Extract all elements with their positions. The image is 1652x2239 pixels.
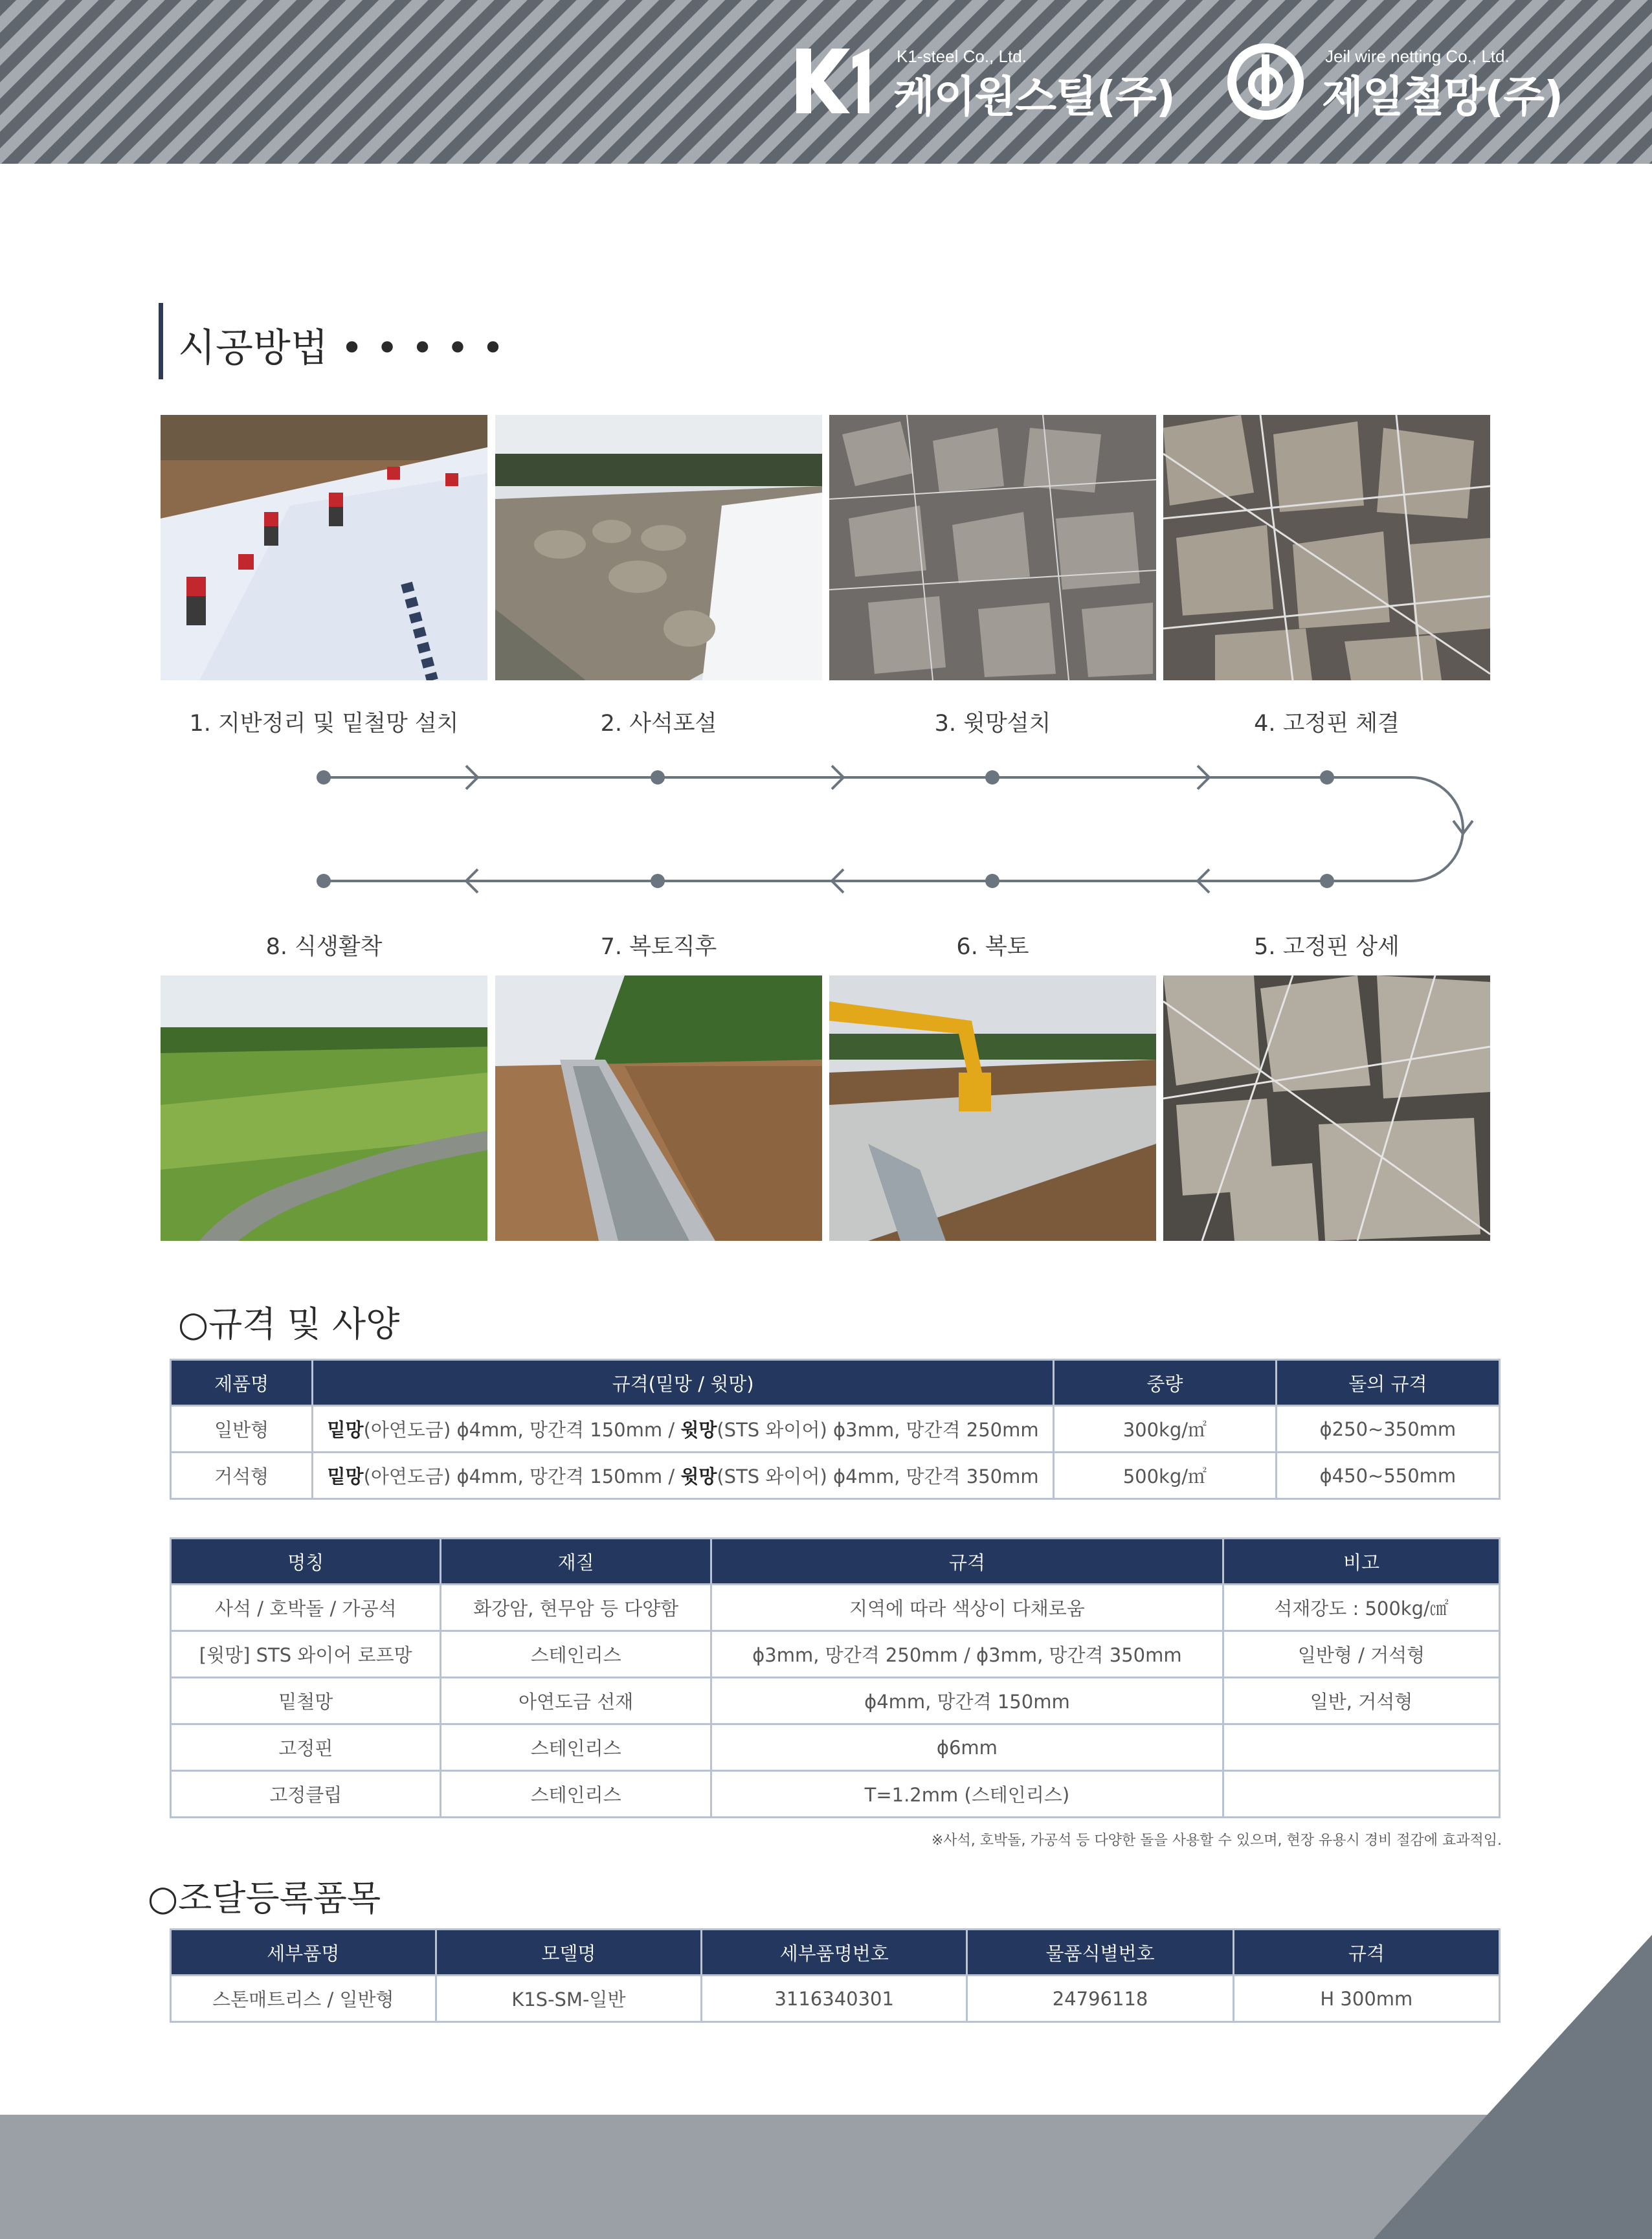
step-label-7: 7. 복토직후 — [600, 934, 717, 960]
spec-header-size: 규격(밑망 / 윗망) — [313, 1360, 1054, 1406]
material-cell: ϕ3mm, 망간격 250mm / ϕ3mm, 망간격 350mm — [711, 1631, 1223, 1678]
material-cell: 일반, 거석형 — [1223, 1678, 1499, 1724]
procurement-cell: H 300mm — [1233, 1976, 1499, 2022]
procurement-cell: K1S-SM-일반 — [436, 1976, 701, 2022]
material-cell: 아연도금 선재 — [441, 1678, 711, 1724]
photo-step-7 — [495, 975, 822, 1241]
jeil-logo-icon — [1227, 43, 1304, 120]
step-label-1: 1. 지반정리 및 밑철망 설치 — [189, 711, 459, 737]
material-table-header — [171, 1539, 1500, 1585]
table-row — [171, 1631, 1500, 1678]
spec-cell-size: 밑망(아연도금) ϕ4mm, 망간격 150mm / 윗망(STS 와이어) ϕ3mm, 망간격 250mm — [313, 1406, 1054, 1453]
material-cell: 사석 / 호박돌 / 가공석 — [171, 1585, 441, 1631]
procurement-header: 세부품명 — [171, 1930, 436, 1976]
step-label-3: 3. 윗망설치 — [934, 711, 1051, 737]
material-cell: 고정핀 — [171, 1724, 441, 1771]
flow-dot-2 — [651, 770, 665, 785]
material-cell: 고정클립 — [171, 1771, 441, 1818]
table-row — [171, 1976, 1500, 2022]
spec-cell-stone: ϕ450~550mm — [1276, 1453, 1499, 1499]
k1-logo-english: K1-steel Co., Ltd. — [897, 47, 1027, 66]
footer-corner-decoration — [1328, 1935, 1652, 2239]
spec-cell-stone: ϕ250~350mm — [1276, 1406, 1499, 1453]
procurement-table-header — [171, 1930, 1500, 1976]
photo-step-5 — [1163, 975, 1490, 1241]
material-cell: 화강암, 현무암 등 다양함 — [441, 1585, 711, 1631]
spec-cell-weight: 500kg/㎡ — [1053, 1453, 1276, 1499]
material-cell — [1223, 1771, 1499, 1818]
material-cell: ϕ4mm, 망간격 150mm — [711, 1678, 1223, 1724]
material-cell: 스테인리스 — [441, 1724, 711, 1771]
procurement-cell: 24796118 — [967, 1976, 1233, 2022]
procurement-header: 물품식별번호 — [967, 1930, 1233, 1976]
section-title-bar — [159, 303, 163, 379]
procurement-cell: 스톤매트리스 / 일반형 — [171, 1976, 436, 2022]
material-cell: ϕ6mm — [711, 1724, 1223, 1771]
jeil-logo-english: Jeil wire netting Co., Ltd. — [1325, 47, 1510, 66]
flow-dot-6 — [985, 874, 999, 888]
step-label-6: 6. 복토 — [956, 934, 1029, 960]
spec-cell-name: 일반형 — [171, 1406, 313, 1453]
procurement-header: 세부품명번호 — [702, 1930, 967, 1976]
procurement-header: 모델명 — [436, 1930, 701, 1976]
k1-logo-korean: 케이원스틸(주) — [893, 72, 1175, 122]
process-flow — [0, 744, 1652, 913]
flow-dot-1 — [317, 770, 331, 785]
material-header-remark: 비고 — [1223, 1539, 1499, 1585]
spec-cell-name: 거석형 — [171, 1453, 313, 1499]
step-label-8: 8. 식생활착 — [265, 934, 383, 960]
k1-logo — [793, 45, 1194, 123]
table-row — [171, 1678, 1500, 1724]
material-cell: 일반형 / 거석형 — [1223, 1631, 1499, 1678]
flow-dot-5 — [1320, 874, 1334, 888]
photo-step-4 — [1163, 415, 1490, 680]
procurement-title: ○조달등록품목 — [148, 1878, 381, 1919]
material-header-material: 재질 — [441, 1539, 711, 1585]
material-cell: 스테인리스 — [441, 1771, 711, 1818]
flow-dot-4 — [1320, 770, 1334, 785]
material-cell: 밑철망 — [171, 1678, 441, 1724]
table-row — [171, 1771, 1500, 1818]
jeil-logo — [1227, 43, 1589, 124]
k1-logo-icon — [793, 45, 877, 117]
material-cell: 스테인리스 — [441, 1631, 711, 1678]
photo-step-2 — [495, 415, 822, 680]
procurement-header: 규격 — [1233, 1930, 1499, 1976]
spec-header-name: 제품명 — [171, 1360, 313, 1406]
photo-step-3 — [829, 415, 1156, 680]
flow-dot-7 — [651, 874, 665, 888]
step-label-2: 2. 사석포설 — [600, 711, 717, 737]
flow-dot-8 — [317, 874, 331, 888]
spec-cell-weight: 300kg/㎡ — [1053, 1406, 1276, 1453]
material-header-name: 명칭 — [171, 1539, 441, 1585]
page-header — [0, 0, 1652, 164]
jeil-logo-korean: 제일철망(주) — [1322, 72, 1563, 122]
photo-step-8 — [161, 975, 487, 1241]
table-row — [171, 1453, 1500, 1499]
table-row — [171, 1406, 1500, 1453]
material-table — [170, 1537, 1501, 1818]
spec-header-stone: 돌의 규격 — [1276, 1360, 1499, 1406]
material-cell: 석재강도 : 500kg/㎠ — [1223, 1585, 1499, 1631]
material-cell: T=1.2mm (스테인리스) — [711, 1771, 1223, 1818]
material-cell: 지역에 따라 색상이 다채로움 — [711, 1585, 1223, 1631]
photo-step-1 — [161, 415, 487, 680]
table-row — [171, 1724, 1500, 1771]
flow-dot-3 — [985, 770, 999, 785]
material-header-size: 규격 — [711, 1539, 1223, 1585]
spec-title: ○규격 및 사양 — [178, 1304, 400, 1344]
spec-table-header — [171, 1360, 1500, 1406]
spec-note: ※사석, 호박돌, 가공석 등 다양한 돌을 사용할 수 있으며, 현장 유용시 경비 절감에 효과적임. — [931, 1832, 1502, 1849]
photo-step-6 — [829, 975, 1156, 1241]
procurement-table — [170, 1928, 1501, 2023]
table-row — [171, 1585, 1500, 1631]
spec-cell-size: 밑망(아연도금) ϕ4mm, 망간격 150mm / 윗망(STS 와이어) ϕ4mm, 망간격 350mm — [313, 1453, 1054, 1499]
material-cell — [1223, 1724, 1499, 1771]
spec-header-weight: 중량 — [1053, 1360, 1276, 1406]
procurement-cell: 3116340301 — [702, 1976, 967, 2022]
method-title: 시공방법 • • • • • — [178, 326, 505, 371]
step-label-5: 5. 고정핀 상세 — [1254, 934, 1400, 960]
material-cell: [윗망] STS 와이어 로프망 — [171, 1631, 441, 1678]
step-label-4: 4. 고정핀 체결 — [1254, 711, 1400, 737]
spec-table — [170, 1359, 1501, 1500]
